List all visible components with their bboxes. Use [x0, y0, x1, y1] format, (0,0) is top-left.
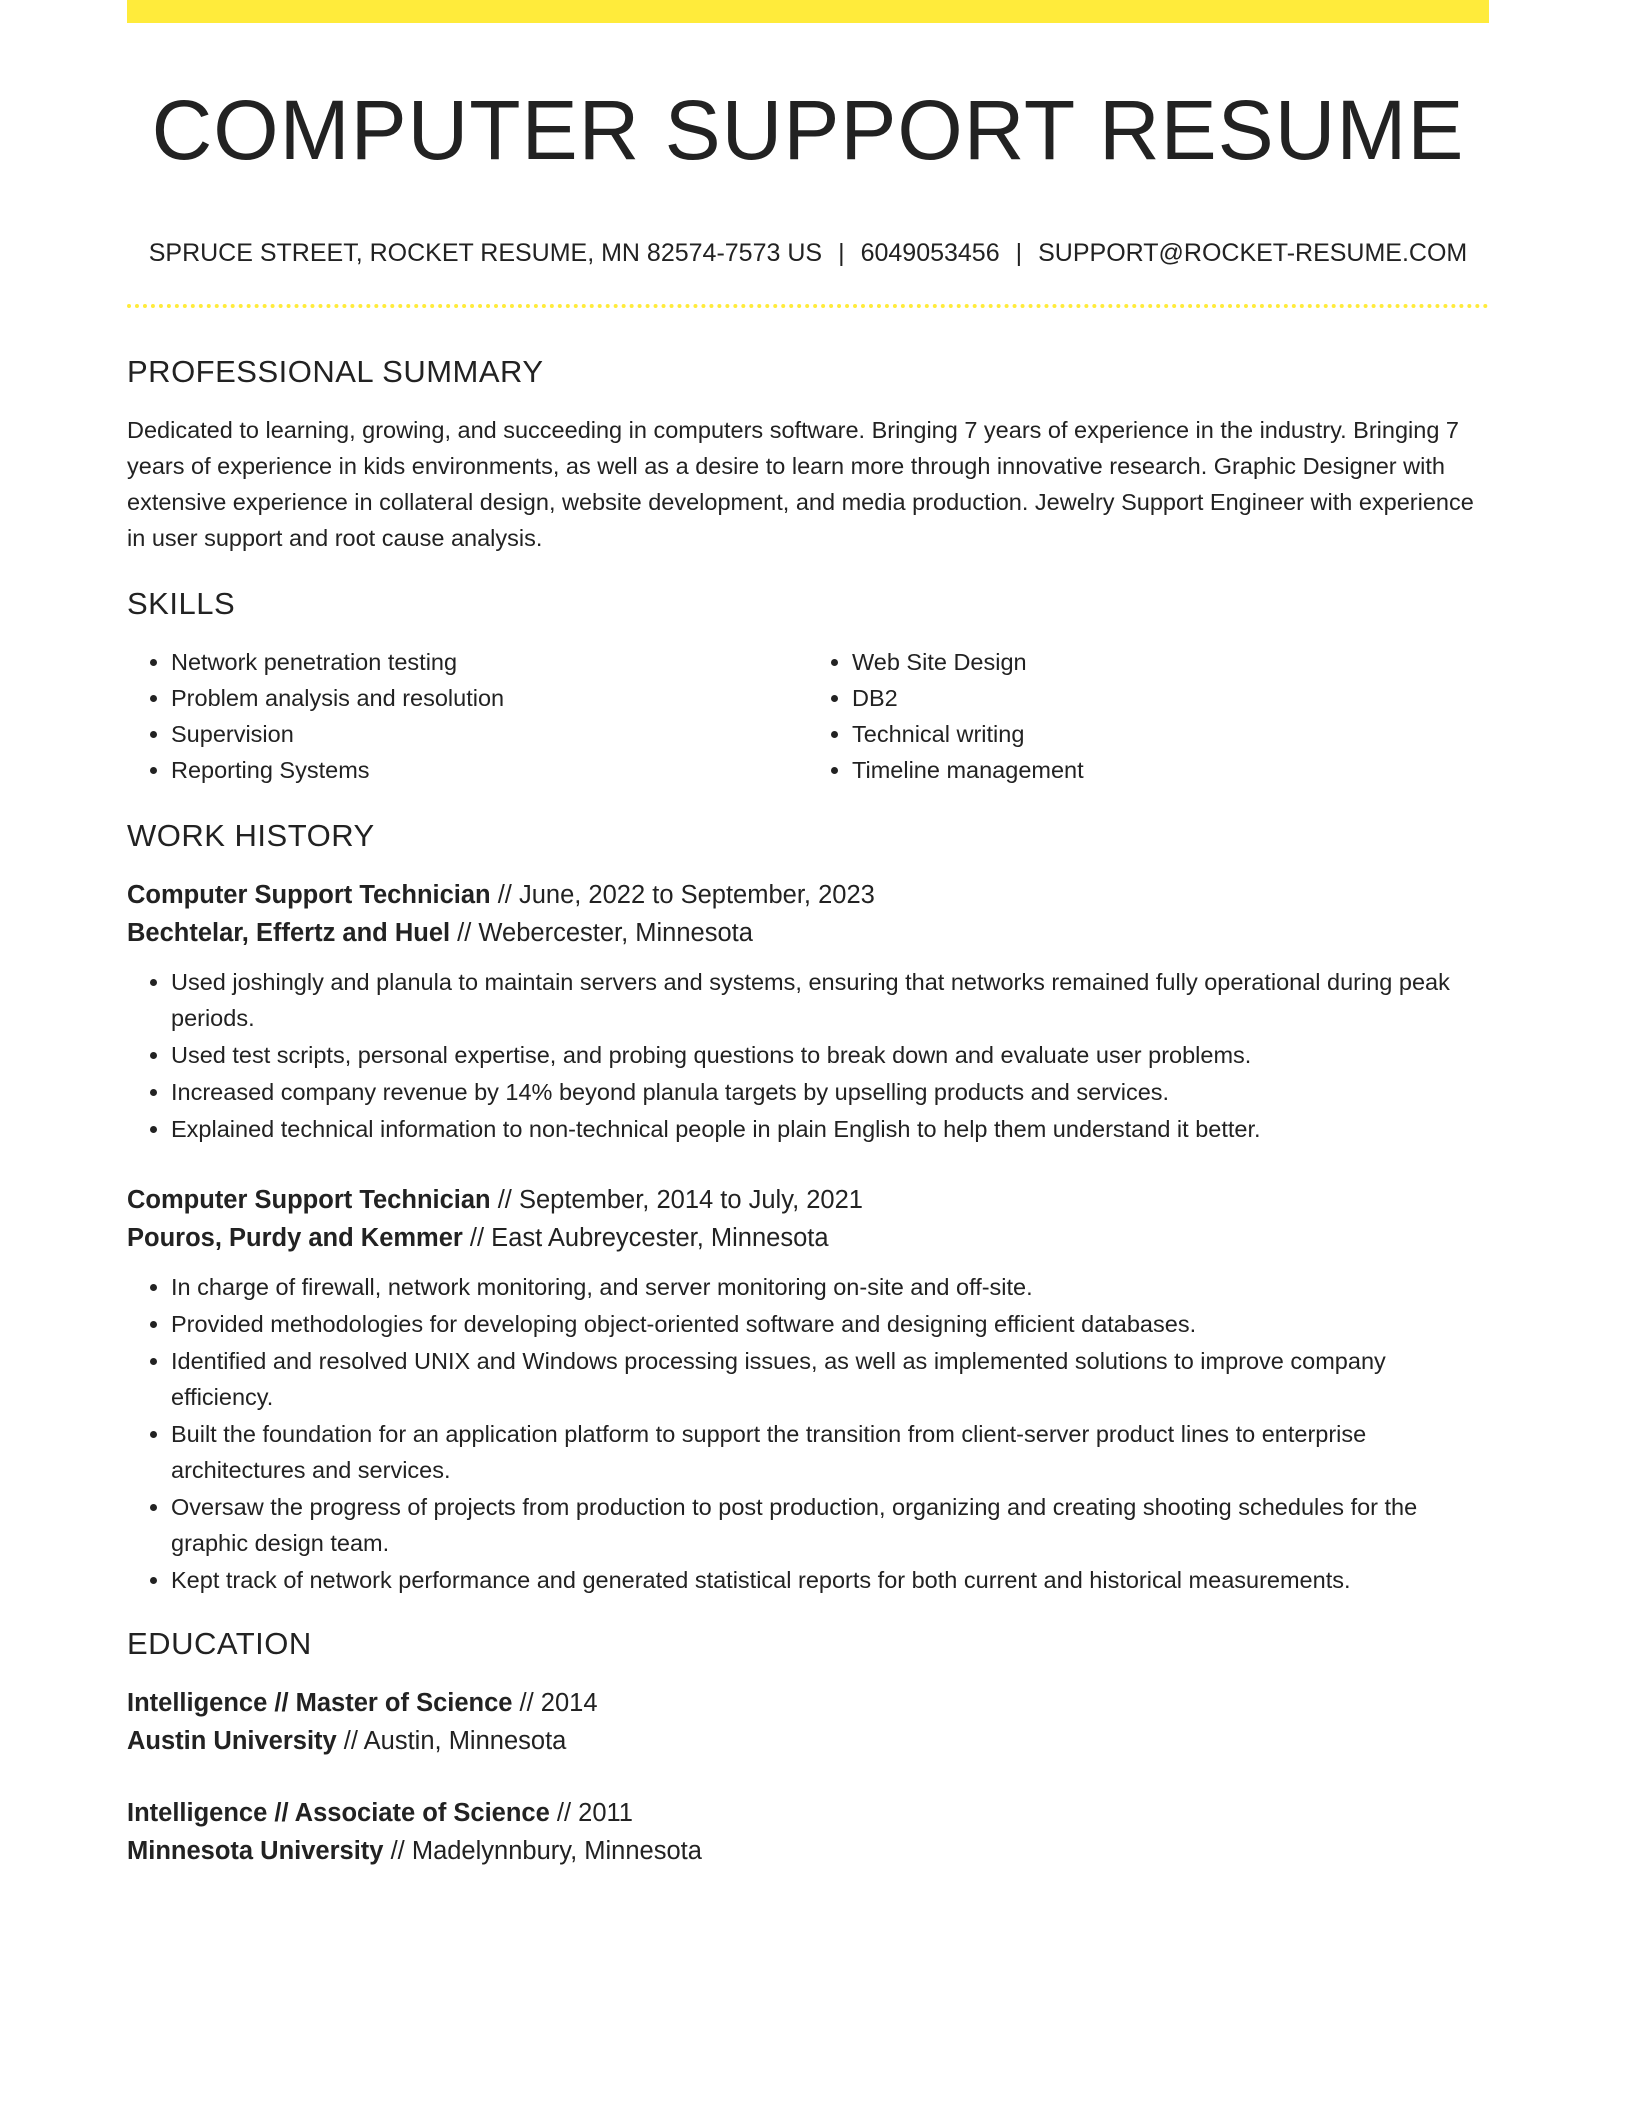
job-bullet: • In charge of firewall, network monitoring, and server monitoring on-site and off-site.	[171, 1269, 1489, 1305]
section-heading-summary: PROFESSIONAL SUMMARY	[127, 354, 544, 389]
education-school-line	[127, 1722, 1489, 1760]
education-entry	[127, 1684, 1489, 1760]
job-bullet: • Increased company revenue by 14% beyond planula targets by upselling products and services.	[171, 1074, 1489, 1110]
resume-content	[127, 350, 1489, 1870]
job-bullet: • Used joshingly and planula to maintain servers and systems, ensuring that networks remained fully operational during peak periods.	[171, 964, 1489, 1036]
education-degree-line	[127, 1684, 1489, 1722]
job-location: // Webercester, Minnesota	[450, 919, 753, 947]
education-location: // Austin, Minnesota	[336, 1727, 567, 1755]
job-title-line	[127, 876, 1489, 914]
skill-item: • Problem analysis and resolution	[171, 680, 808, 716]
job-dates: // June, 2022 to September, 2023	[490, 881, 875, 909]
education-degree: Intelligence // Associate of Science	[127, 1799, 550, 1827]
skills-list	[127, 644, 1489, 788]
skill-item: • Technical writing	[852, 716, 1489, 752]
job-company-line	[127, 1219, 1489, 1257]
dotted-divider	[127, 304, 1489, 308]
page-title: COMPUTER SUPPORT RESUME	[151, 83, 1465, 177]
job-location: // East Aubreycester, Minnesota	[462, 1224, 829, 1252]
contact-separator: |	[1015, 239, 1023, 267]
job-company: Bechtelar, Effertz and Huel	[127, 919, 451, 947]
education-degree: Intelligence // Master of Science	[127, 1689, 513, 1717]
job-company: Pouros, Purdy and Kemmer	[127, 1224, 463, 1252]
education-year: // 2011	[549, 1799, 633, 1827]
job-dates: // September, 2014 to July, 2021	[490, 1186, 863, 1214]
skill-item: • Web Site Design	[852, 644, 1489, 680]
education-school-line	[127, 1832, 1489, 1870]
skills-column-right	[808, 644, 1489, 788]
job-company-line	[127, 914, 1489, 952]
skills-column-left	[127, 644, 808, 788]
job-title: Computer Support Technician	[127, 881, 491, 909]
skill-item: • DB2	[852, 680, 1489, 716]
job-bullet: • Provided methodologies for developing object-oriented software and designing efficient databases.	[171, 1306, 1489, 1342]
contact-line	[127, 236, 1489, 270]
job-title-line	[127, 1181, 1489, 1219]
section-heading-education: EDUCATION	[127, 1626, 312, 1661]
section-heading-work-history: WORK HISTORY	[127, 818, 375, 853]
contact-phone: 6049053456	[860, 239, 1000, 267]
education-school: Minnesota University	[127, 1837, 384, 1865]
summary-section	[127, 350, 1489, 556]
education-location: // Madelynnbury, Minnesota	[383, 1837, 702, 1865]
accent-bar	[127, 0, 1489, 23]
contact-address: SPRUCE STREET, ROCKET RESUME, MN 82574-7573 US	[148, 239, 823, 267]
job-entry	[127, 1181, 1489, 1598]
job-bullets	[127, 1269, 1489, 1598]
contact-email: SUPPORT@ROCKET-RESUME.COM	[1038, 239, 1468, 267]
education-degree-line	[127, 1794, 1489, 1832]
education-section	[127, 1622, 1489, 1870]
skill-item: • Network penetration testing	[171, 644, 808, 680]
skills-section	[127, 582, 1489, 788]
education-school: Austin University	[127, 1727, 337, 1755]
skill-item: • Supervision	[171, 716, 808, 752]
job-bullets	[127, 964, 1489, 1147]
summary-text: Dedicated to learning, growing, and succeeding in computers software. Bringing 7 years of experience in the industry. Bringing 7 years of experience in kids environments, as well as a desire to learn more through innovative research. Graphic Designer with extensive experience in collateral design, website development, and media production. Jewelry Support Engineer with experience in user support and root cause analysis.	[127, 417, 1474, 551]
job-bullet: • Oversaw the progress of projects from production to post production, organizing and creating shooting schedules for the graphic design team.	[171, 1489, 1489, 1561]
job-bullet: • Built the foundation for an application platform to support the transition from client-server product lines to enterprise architectures and services.	[171, 1416, 1489, 1488]
skill-item: • Timeline management	[852, 752, 1489, 788]
skill-item: • Reporting Systems	[171, 752, 808, 788]
work-history-section	[127, 814, 1489, 1598]
education-year: // 2014	[512, 1689, 598, 1717]
section-heading-skills: SKILLS	[127, 586, 236, 621]
job-bullet: • Explained technical information to non-technical people in plain English to help them understand it better.	[171, 1111, 1489, 1147]
education-entry	[127, 1794, 1489, 1870]
job-bullet: • Used test scripts, personal expertise, and probing questions to break down and evaluate user problems.	[171, 1037, 1489, 1073]
job-bullet: • Identified and resolved UNIX and Windows processing issues, as well as implemented solutions to improve company efficiency.	[171, 1343, 1489, 1415]
job-bullet: • Kept track of network performance and generated statistical reports for both current and historical measurements.	[171, 1562, 1489, 1598]
job-title: Computer Support Technician	[127, 1186, 491, 1214]
contact-separator: |	[838, 239, 845, 267]
job-entry	[127, 876, 1489, 1147]
